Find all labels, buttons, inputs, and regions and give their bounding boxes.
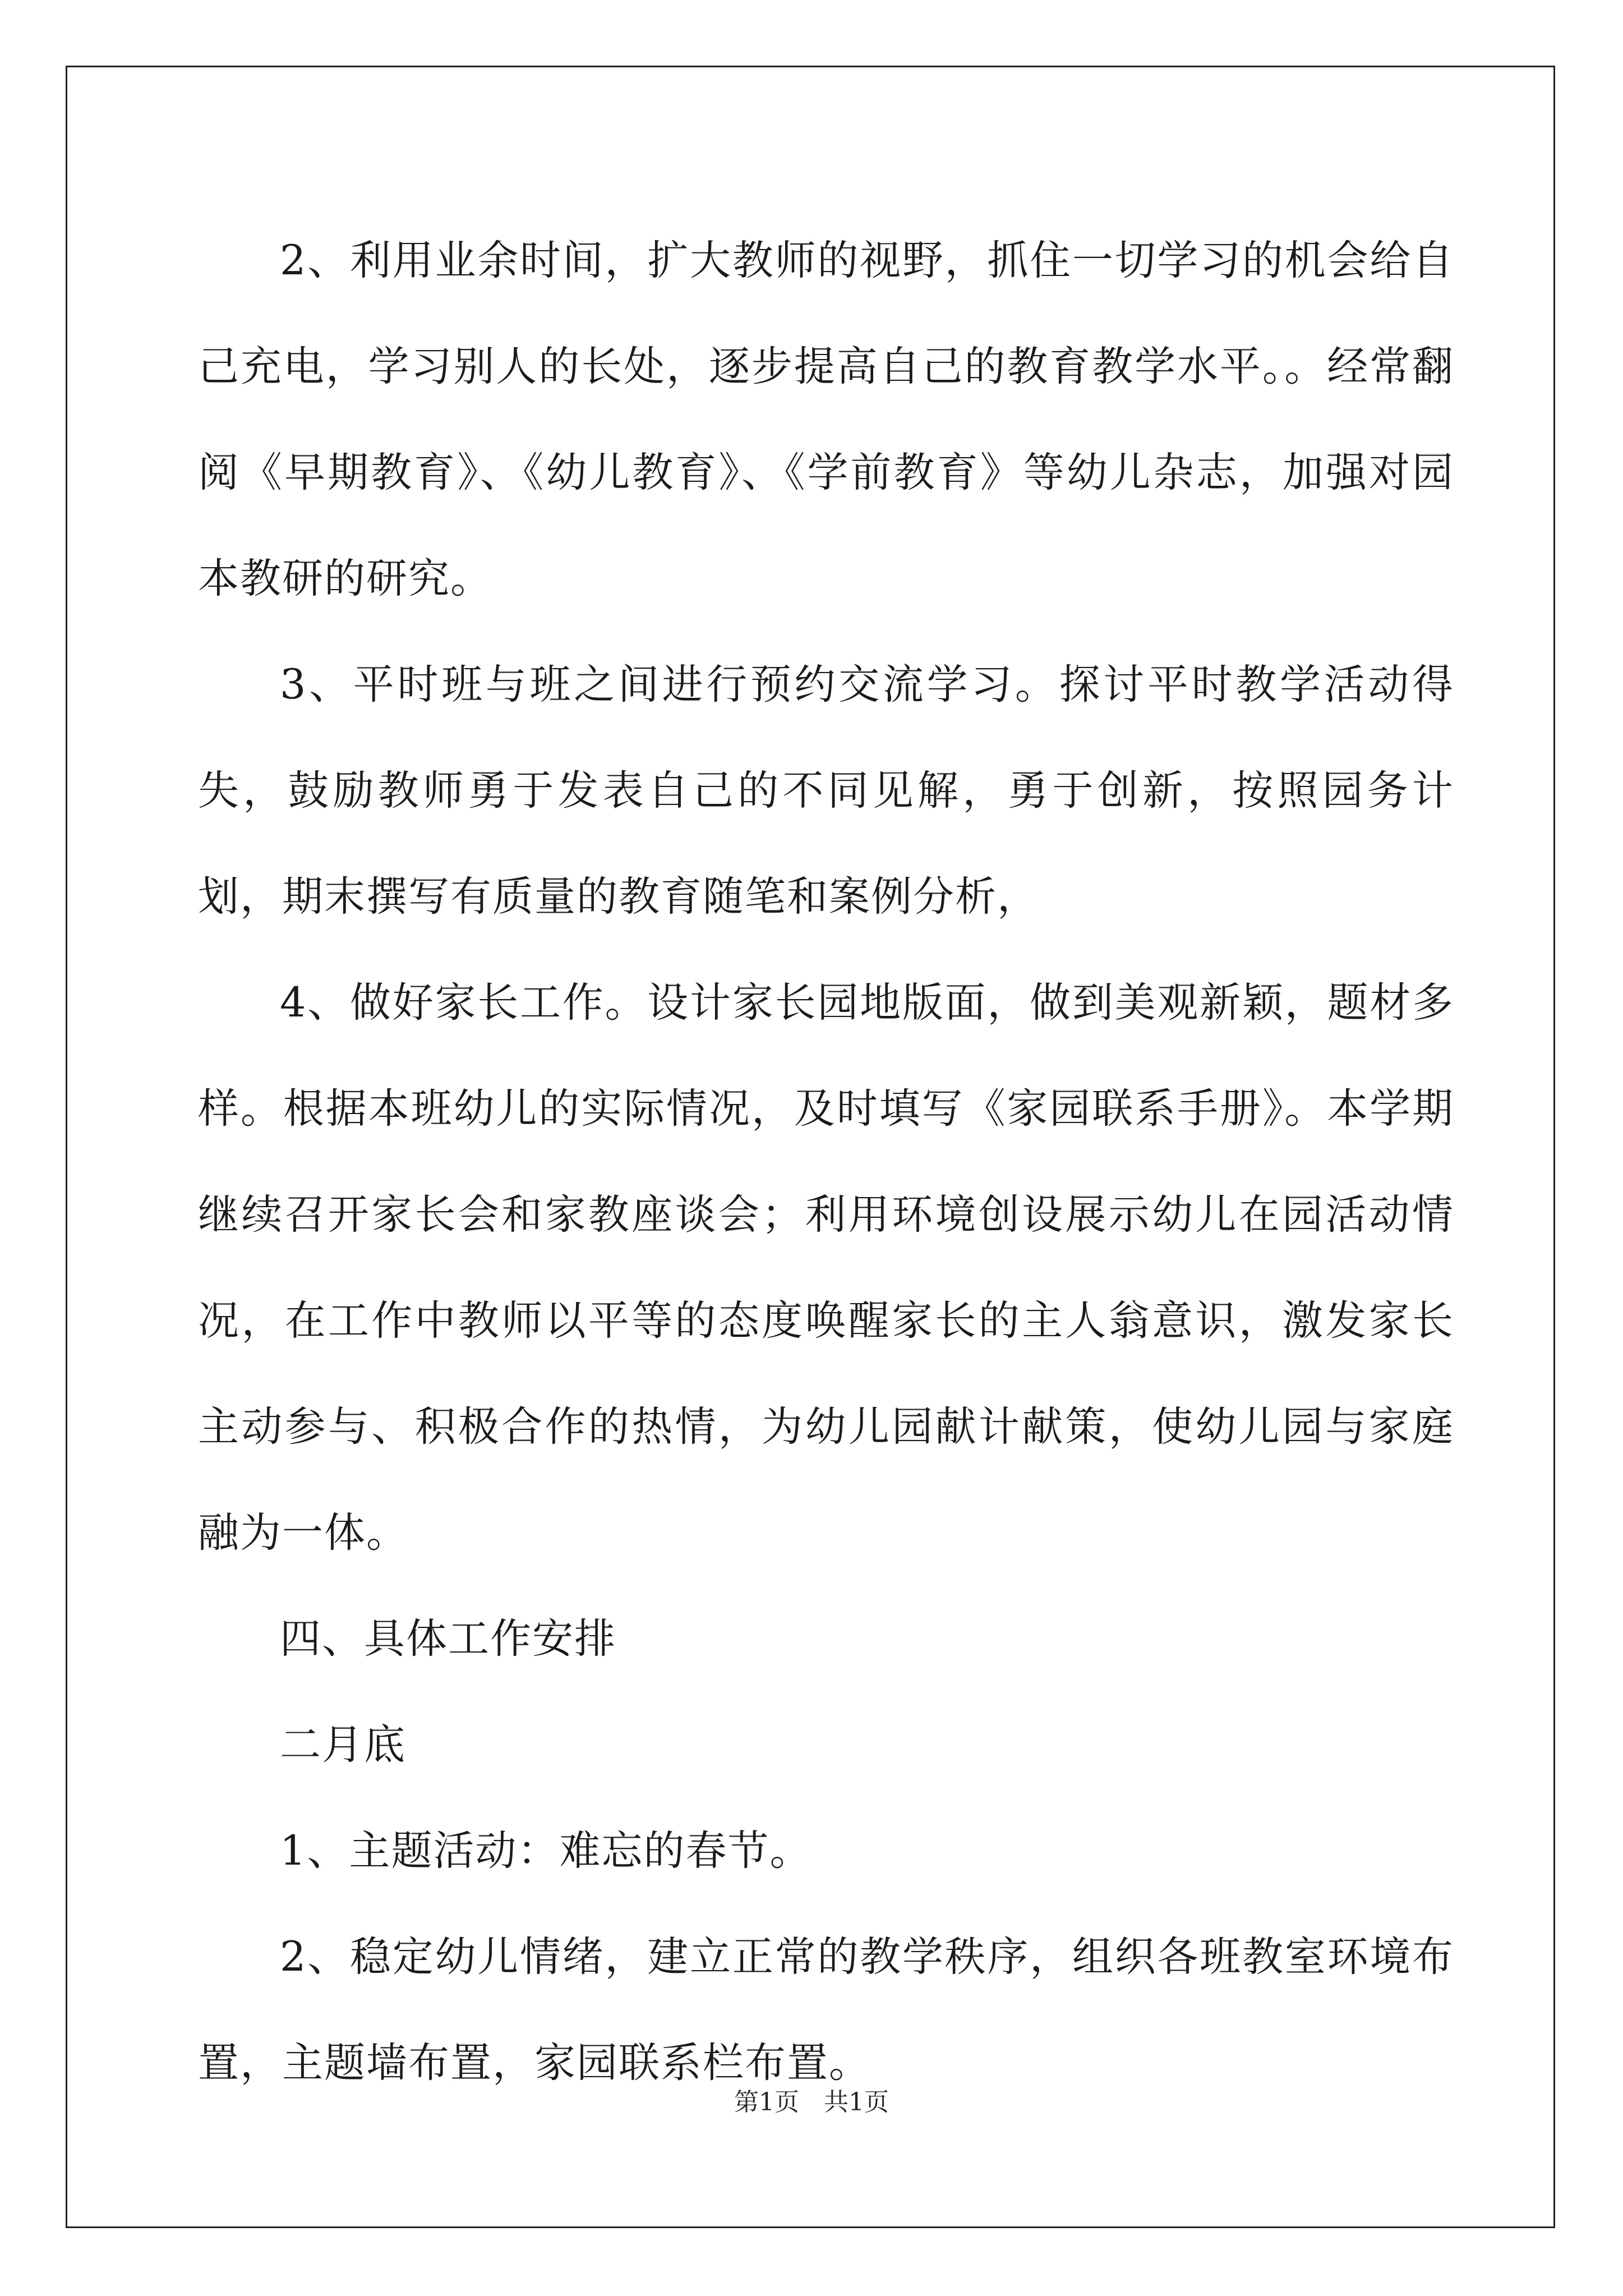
- list-item-theme-activity: 1、主题活动：难忘的春节。: [280, 1827, 812, 1875]
- paragraph-item-2: 2、利用业余时间，扩大教师的视野，抓住一切学习的机会给自己充电，学习别人的长处，逐步提高自己的教育教学水平。。经常翻阅《早期教育》、《幼儿教育》、《学前教育》等幼儿杂志，加强对园本教研的研究。: [198, 237, 1454, 602]
- document-body: [198, 208, 1454, 2116]
- list-item-stabilize-emotions: 2、稳定幼儿情绪，建立正常的教学秩序，组织各班教室环境布置，主题墙布置，家园联系栏布置。: [198, 1933, 1454, 2087]
- paragraph-item-3: 3、平时班与班之间进行预约交流学习。探讨平时教学活动得失，鼓励教师勇于发表自己的不同见解，勇于创新，按照园务计划，期末撰写有质量的教育随笔和案例分析，: [198, 661, 1454, 921]
- page-number-footer: 第1页 共1页: [734, 2088, 889, 2116]
- section-heading-work-arrangement: 四、具体工作安排: [280, 1615, 616, 1663]
- subheading-end-of-february: 二月底: [280, 1721, 406, 1769]
- paragraph-item-4: 4、做好家长工作。设计家长园地版面，做到美观新颖，题材多样。根据本班幼儿的实际情况，及时填写《家园联系手册》。本学期继续召开家长会和家教座谈会；利用环境创设展示幼儿在园活动情况，在工作中教师以平等的态度唤醒家长的主人翁意识，激发家长主动参与、积极合作的热情，为幼儿园献计献策，使幼儿园与家庭融为一体。: [198, 979, 1454, 1557]
